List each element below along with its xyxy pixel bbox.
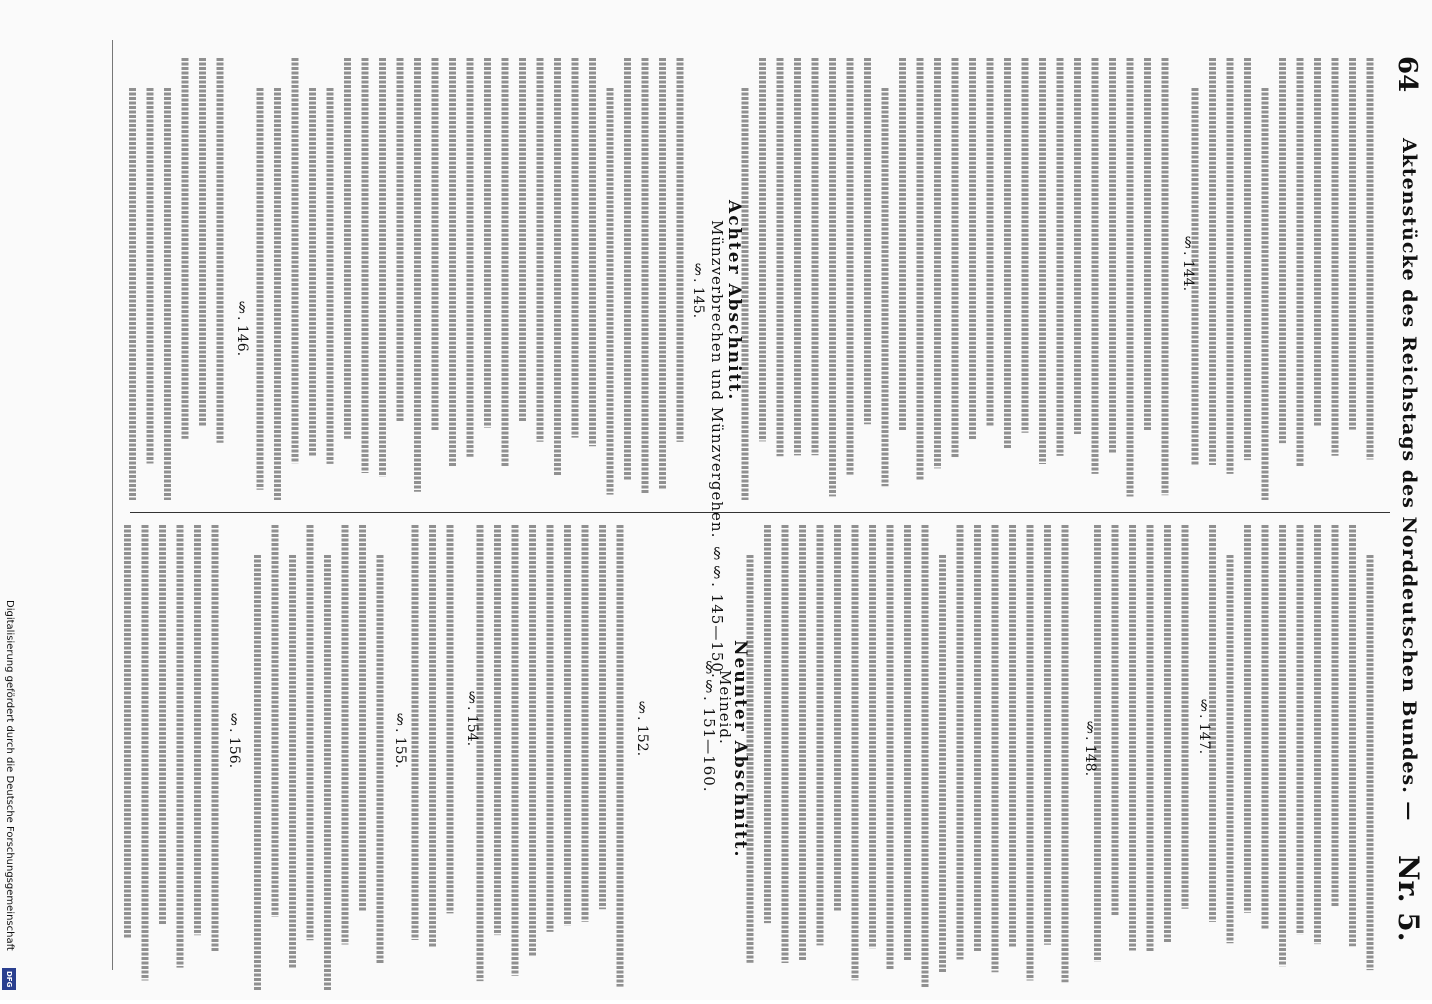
section-8-title bbox=[708, 220, 726, 679]
section-8-label: Achter Abschnitt. bbox=[724, 200, 744, 402]
paragraph-mark-144: §. 144. bbox=[1180, 235, 1196, 292]
column-divider bbox=[130, 512, 1390, 513]
document-number: Nr. 5. bbox=[1392, 855, 1425, 942]
section-8-heading bbox=[724, 200, 744, 401]
paragraph-mark-148: §. 148. bbox=[1082, 720, 1098, 777]
paragraph-mark-146: §. 146. bbox=[234, 300, 250, 357]
running-title: Aktenstücke des Reichstags des Norddeutschen Bundes. — bbox=[1398, 138, 1420, 822]
paragraph-mark-155: §. 155. bbox=[392, 712, 408, 769]
paragraph-mark-147: §. 147. bbox=[1196, 698, 1212, 755]
section-8-title-text: Münzverbrechen und Münzvergehen. bbox=[708, 220, 726, 539]
page-fold-line bbox=[112, 40, 113, 970]
digitization-note: Digitalisierung gefördert durch die Deutsche Forschungsgemeinschaft bbox=[4, 600, 15, 951]
section-9-range: §§. 151—160. bbox=[700, 658, 718, 793]
paragraph-mark-154: §. 154. bbox=[464, 690, 480, 747]
page-number: 64 bbox=[1392, 56, 1422, 93]
section-9-heading: Neunter Abschnitt. bbox=[730, 640, 750, 859]
section-8-range: §§. 145—150. bbox=[708, 544, 726, 679]
paragraph-mark-145: §. 145. bbox=[690, 262, 706, 319]
dfg-logo: DFG bbox=[2, 968, 16, 990]
paragraph-mark-152: §. 152. bbox=[634, 700, 650, 757]
paragraph-mark-156: §. 156. bbox=[226, 712, 242, 769]
section-9-title: Meineid. bbox=[716, 670, 734, 745]
